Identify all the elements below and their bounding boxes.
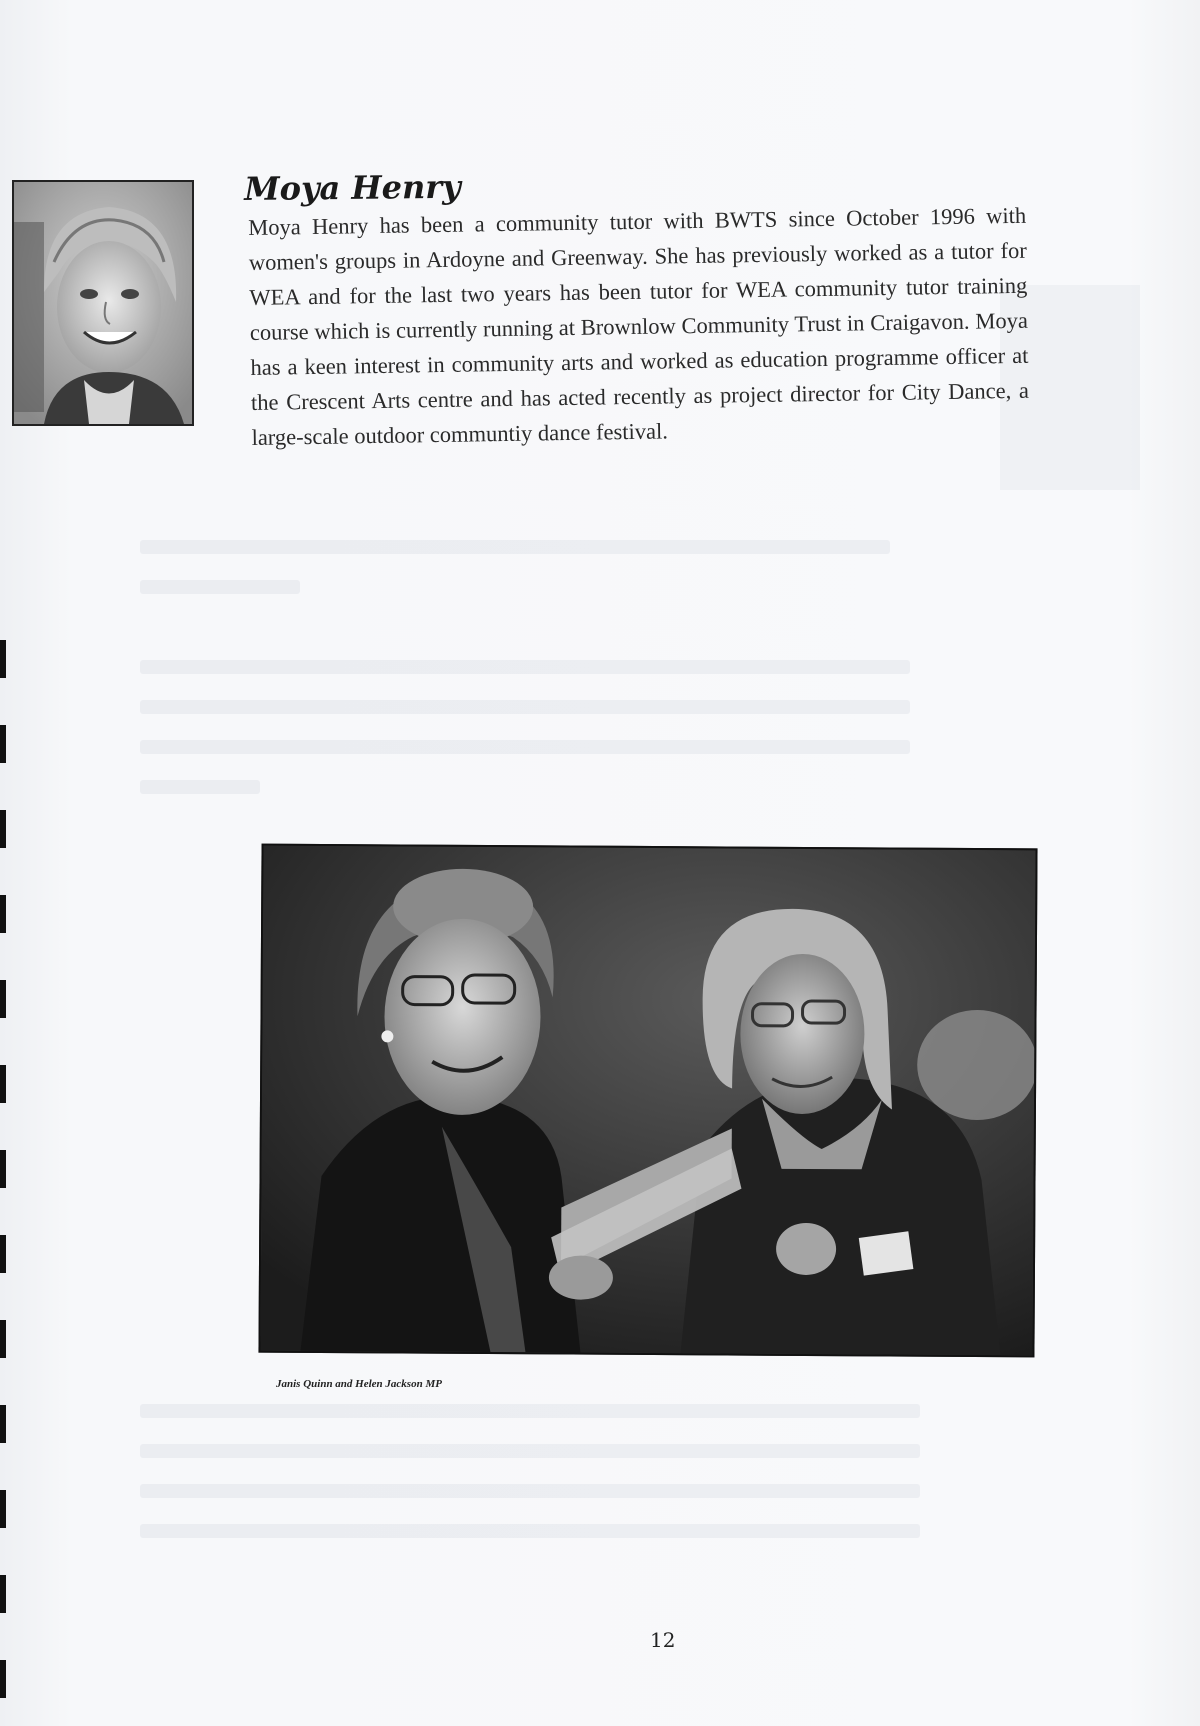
bleed-through-line	[140, 740, 910, 754]
bleed-through-line	[140, 580, 300, 594]
bleed-through-line	[140, 1524, 920, 1538]
profile-name-heading: Moya Henry	[244, 167, 461, 208]
bleed-through-line	[140, 660, 910, 674]
profile-bio-paragraph: Moya Henry has been a community tutor with BWTS since October 1996 with women's groups in Ardoyne and Greenway. She has previously worked as a tutor for WEA and for the last two years has been tutor for WEA community tutor training course which is currently running at Brownlow Community Trust in Craigavon. Moya has a keen interest in community arts and worked as education programme officer at the Crescent Arts centre and has acted recently as project director for City Dance, a large-scale outdoor communtiy dance festival.	[248, 202, 1030, 450]
bleed-through-line	[140, 1484, 920, 1498]
bleed-through-line	[140, 1444, 920, 1458]
bleed-through-line	[140, 780, 260, 794]
spiral-binding	[0, 640, 6, 1700]
bleed-through-line	[140, 700, 910, 714]
page-number: 12	[650, 1628, 676, 1652]
portrait-photo	[12, 180, 194, 426]
group-photograph	[258, 844, 1037, 1358]
bleed-through-line	[140, 540, 890, 554]
photograph-image	[260, 846, 1035, 1356]
photo-caption: Janis Quinn and Helen Jackson MP	[276, 1378, 442, 1390]
bleed-through-line	[140, 1404, 920, 1418]
portrait-image	[14, 182, 192, 424]
